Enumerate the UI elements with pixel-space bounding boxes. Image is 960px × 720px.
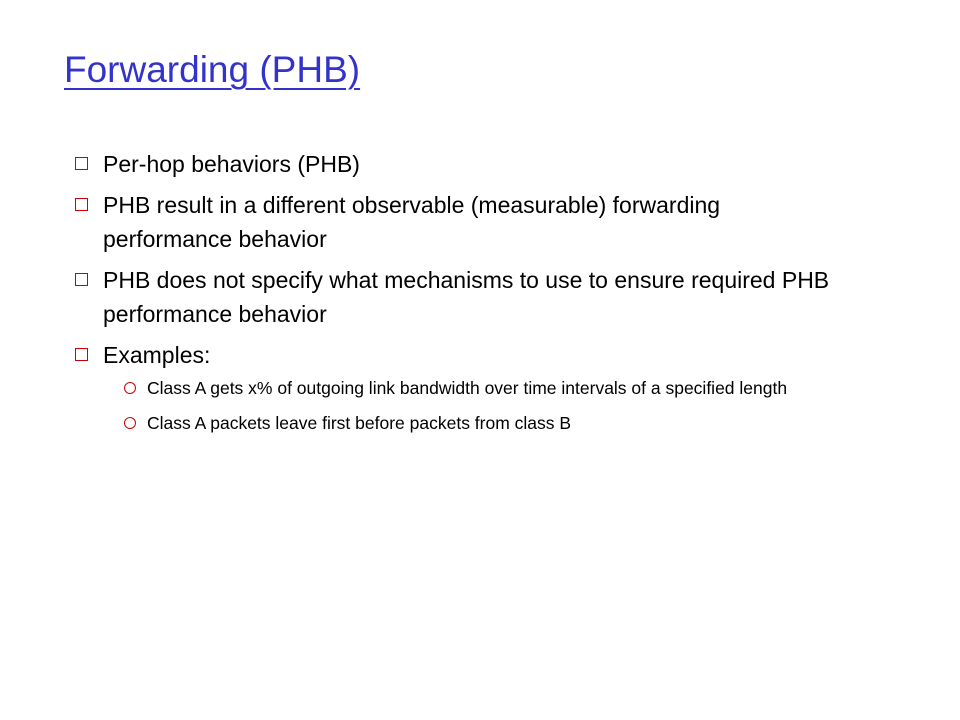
bullet-item	[74, 263, 834, 331]
bullet-list	[74, 147, 834, 445]
bullet-item	[74, 147, 834, 181]
hollow-circle-icon	[124, 417, 136, 429]
sub-bullet-item	[74, 410, 834, 436]
bullet-text: Per-hop behaviors (PHB)	[103, 151, 360, 177]
hollow-circle-icon	[124, 382, 136, 394]
hollow-square-icon	[75, 198, 88, 211]
sub-bullet-item	[74, 375, 834, 401]
bullet-item	[74, 338, 834, 372]
bullet-text: Examples:	[103, 342, 211, 368]
hollow-square-icon	[75, 348, 88, 361]
bullet-text: PHB does not specify what mechanisms to use to ensure required PHB performance behavior	[103, 267, 830, 327]
sub-bullet-text: Class A gets x% of outgoing link bandwidth over time intervals of a specified length	[147, 378, 788, 398]
slide-title: Forwarding (PHB)	[64, 49, 361, 90]
bullet-item	[74, 188, 834, 256]
hollow-square-icon	[75, 273, 88, 286]
hollow-square-icon	[75, 157, 88, 170]
bullet-text: PHB result in a different observable (measurable) forwarding performance behavior	[103, 192, 721, 252]
sub-bullet-text: Class A packets leave first before packets from class B	[147, 413, 572, 433]
